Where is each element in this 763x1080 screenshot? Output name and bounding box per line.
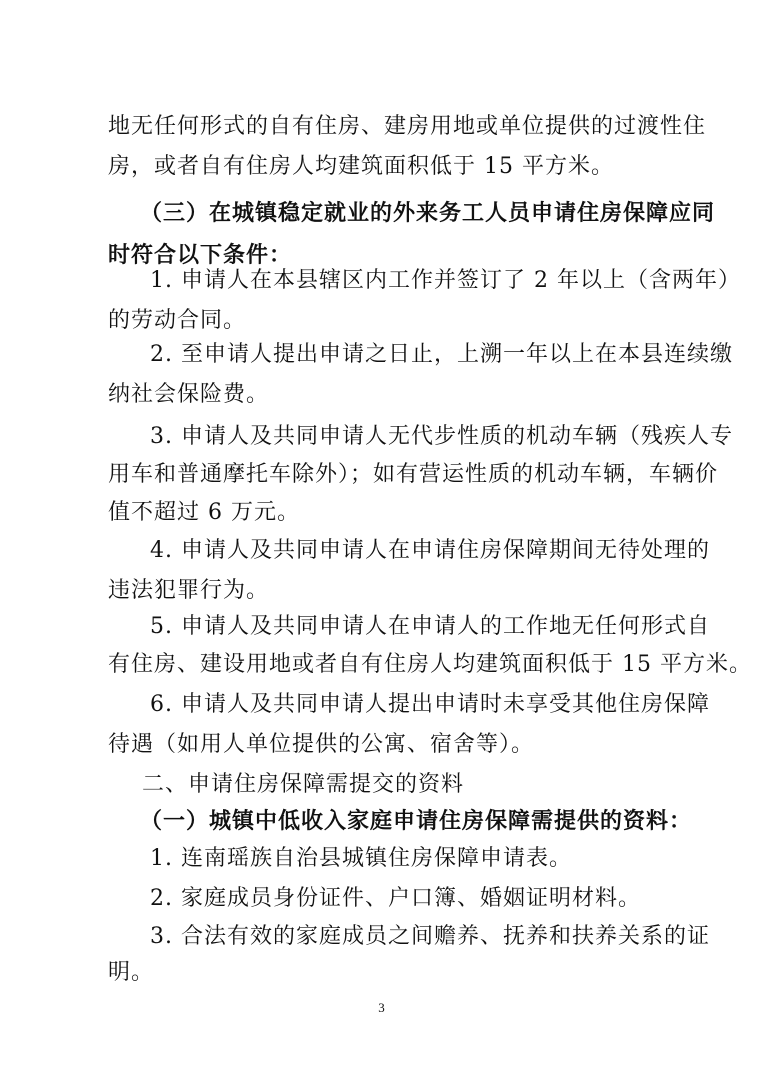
- paragraph-line: 纳社会保险费。: [108, 382, 270, 407]
- paragraph-line: 用车和普通摩托车除外）；如有营运性质的机动车辆，车辆价: [108, 462, 719, 487]
- subsection-heading-line: （一）城镇中低收入家庭申请住房保障需提供的资料：: [140, 808, 693, 834]
- list-item-line: 2. 家庭成员身份证件、户口簿、婚姻证明材料。: [150, 886, 641, 911]
- section-heading-line: 二、申请住房保障需提交的资料: [142, 772, 465, 797]
- list-item-line: 2. 至申请人提出申请之日止，上溯一年以上在本县连续缴: [150, 342, 733, 367]
- paragraph-line: 待遇（如用人单位提供的公寓、宿舍等）。: [108, 732, 535, 757]
- list-item-line: 6. 申请人及共同申请人提出申请时未享受其他住房保障: [150, 692, 710, 717]
- list-item-line: 4. 申请人及共同申请人在申请住房保障期间无待处理的: [150, 538, 710, 563]
- paragraph-line: 有住房、建设用地或者自有住房人均建筑面积低于 15 平方米。: [108, 652, 752, 677]
- paragraph-line: 的劳动合同。: [108, 308, 247, 333]
- paragraph-line: 违法犯罪行为。: [108, 578, 270, 603]
- list-item-line: 1. 申请人在本县辖区内工作并签订了 2 年以上（含两年）: [150, 268, 741, 293]
- paragraph-line: 明。: [108, 960, 155, 985]
- paragraph-line: 房，或者自有住房人均建筑面积低于 15 平方米。: [108, 154, 614, 179]
- section-heading-line: 时符合以下条件：: [108, 242, 293, 268]
- paragraph-line: 值不超过 6 万元。: [108, 500, 300, 525]
- paragraph-line: 地无任何形式的自有住房、建房用地或单位提供的过渡性住: [108, 114, 707, 139]
- list-item-line: 3. 合法有效的家庭成员之间赡养、抚养和扶养关系的证: [150, 924, 710, 949]
- list-item-line: 5. 申请人及共同申请人在申请人的工作地无任何形式自: [150, 614, 710, 639]
- section-heading-line: （三）在城镇稳定就业的外来务工人员申请住房保障应同: [140, 200, 716, 226]
- page-number: 3: [378, 1000, 385, 1015]
- list-item-line: 3. 申请人及共同申请人无代步性质的机动车辆（残疾人专: [150, 424, 733, 449]
- list-item-line: 1. 连南瑶族自治县城镇住房保障申请表。: [150, 846, 572, 871]
